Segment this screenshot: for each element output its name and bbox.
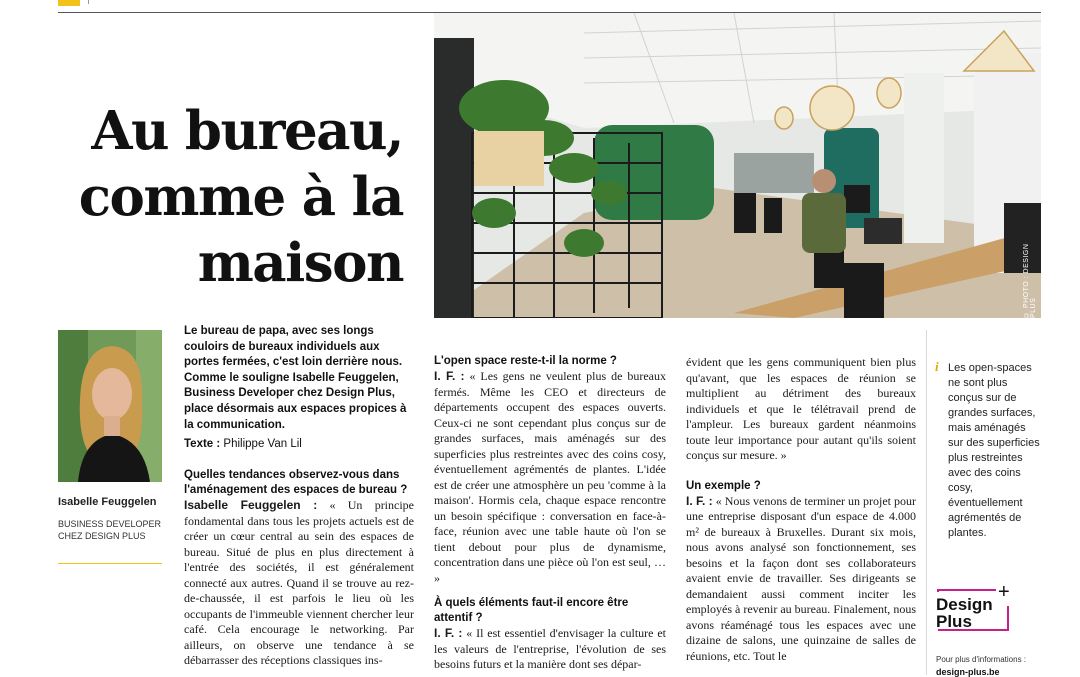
logo-line-2: Plus — [936, 612, 972, 631]
photo-credit: © PHOTO : DESIGN PLUS — [1023, 243, 1037, 318]
logo-plus-icon: + — [998, 581, 1010, 603]
question-open-space: L'open space reste-t-il la norme ? — [434, 355, 617, 367]
column-2 — [434, 354, 666, 673]
headline — [58, 98, 403, 296]
office-photo — [434, 13, 1041, 318]
answer-text: « Nous venons de terminer un projet pour une entreprise disposant d'un espace de 4.000 m² de bureaux à Bruxelles. Durant six mois, nous avons analysé son fonctionnement, ses besoins et la façon dont ses collaborateurs avaient envie de travailler. Ses dirigeants se demandaient aussi comment inciter les employés à revenir au bureau. Finalement, nous avons réaménagé tous les espaces avec une dizaine de salons, une quinzaine de salles de réunions, etc. Tout le — [686, 493, 917, 663]
speaker-label: I. F. : — [686, 493, 713, 508]
question-attention: À quels éléments faut-il encore être attentif ? — [434, 597, 629, 624]
answer-text: « Un principe fondamental dans tous les projets actuels est de créer un cœur central au sein des espaces de bureau. Situé de plus en plus directement à l'entrée des sociétés, il est généralement connecté aux autres. Quand il se trouve au rez-de-chaussée, il est parfois le lieu où les occupants de l'immeuble viennent chercher leur café. Cela encourage le networking. Par ailleurs, on observe une tendance à se débarrasser des réceptions classiques ins- — [184, 498, 415, 667]
answer-text: « Les gens ne veulent plus de bureaux fermés. Même les CEO et directeurs de départements occupent des espaces ouverts. Ceux-ci ne sont cependant plus conçus sur de grandes surfaces, mais aménagés sur des superficies plus restreintes avec des coins cosy, éventuellement agrémentés de plantes. L'idée est de créer une atmosphère un peu 'comme à la maison'. Hormis cela, chaque espace rencontre un besoin spécifique : conversation en face-à-face, réunion avec une table haute où l'on se tient debout pour plus de dynamisme, concentration dans une pièce où l'on est seul, … » — [434, 369, 666, 585]
top-mark — [88, 0, 93, 4]
speaker-label: I. F. : — [434, 369, 465, 383]
section-color-tab — [58, 0, 80, 6]
portrait-name: Isabelle Feuggelen — [58, 496, 157, 508]
portrait-role: BUSINESS DEVELOPER CHEZ DESIGN PLUS — [58, 519, 162, 541]
info-label: Pour plus d'informations : — [936, 655, 1027, 664]
portrait-photo — [58, 330, 162, 482]
author-line — [184, 438, 302, 450]
sidebar-divider — [926, 330, 927, 675]
answer-trends — [184, 498, 414, 669]
answer-attention — [434, 626, 666, 673]
answer-open-space — [434, 369, 666, 586]
question-example: Un exemple ? — [686, 479, 761, 492]
info-icon: i — [935, 359, 939, 374]
logo-line-1: Design — [936, 595, 993, 614]
author-label: Texte : — [184, 438, 221, 450]
answer-continued: évident que les gens communiquent bien plus qu'avant, que les espaces de réunion se multiplient au détriment des bureaux individuels et que le télétravail prend de l'ampleur. Les bureaux gardent néanmoins toute leur importance pour autant qu'ils soient conçus sur mesure. » — [686, 355, 916, 462]
portrait-illustration — [58, 330, 162, 482]
website-link[interactable]: design-plus.be — [936, 667, 1000, 677]
column-1 — [184, 468, 414, 669]
speaker-label: Isabelle Feuggelen : — [184, 498, 318, 512]
column-3 — [686, 355, 916, 664]
intro-paragraph: Le bureau de papa, avec ses longs couloirs de bureaux individuels aux portes fermées, c'est loin derrière nous. Comme le souligne Isabelle Feuggelen, Business Developer chez Design Plus, place désormais aux espaces propices à la communication. — [184, 325, 407, 431]
sidebar-quote: Les open-spaces ne sont plus conçus sur de grandes surfaces, mais aménagés sur des superficies plus restreintes avec des coins cosy, éventuellement agrémentés de plantes. — [948, 362, 1040, 539]
design-plus-logo — [936, 596, 993, 630]
answer-example — [686, 494, 916, 665]
headline-line-2: comme à la — [78, 166, 403, 228]
headline-line-3: maison — [197, 232, 403, 294]
speaker-label: I. F. : — [434, 626, 463, 640]
question-trends: Quelles tendances observez-vous dans l'aménagement des espaces de bureau ? — [184, 469, 408, 496]
caption-divider — [58, 563, 162, 564]
headline-line-1: Au bureau, — [91, 100, 403, 162]
answer-text: « Il est essentiel d'envisager la culture et les valeurs de l'entreprise, l'évolution de ses besoins futurs et la manière dont ses dépar- — [434, 626, 667, 671]
office-photo-illustration — [434, 13, 1041, 318]
author-name: Philippe Van Lil — [223, 438, 302, 450]
